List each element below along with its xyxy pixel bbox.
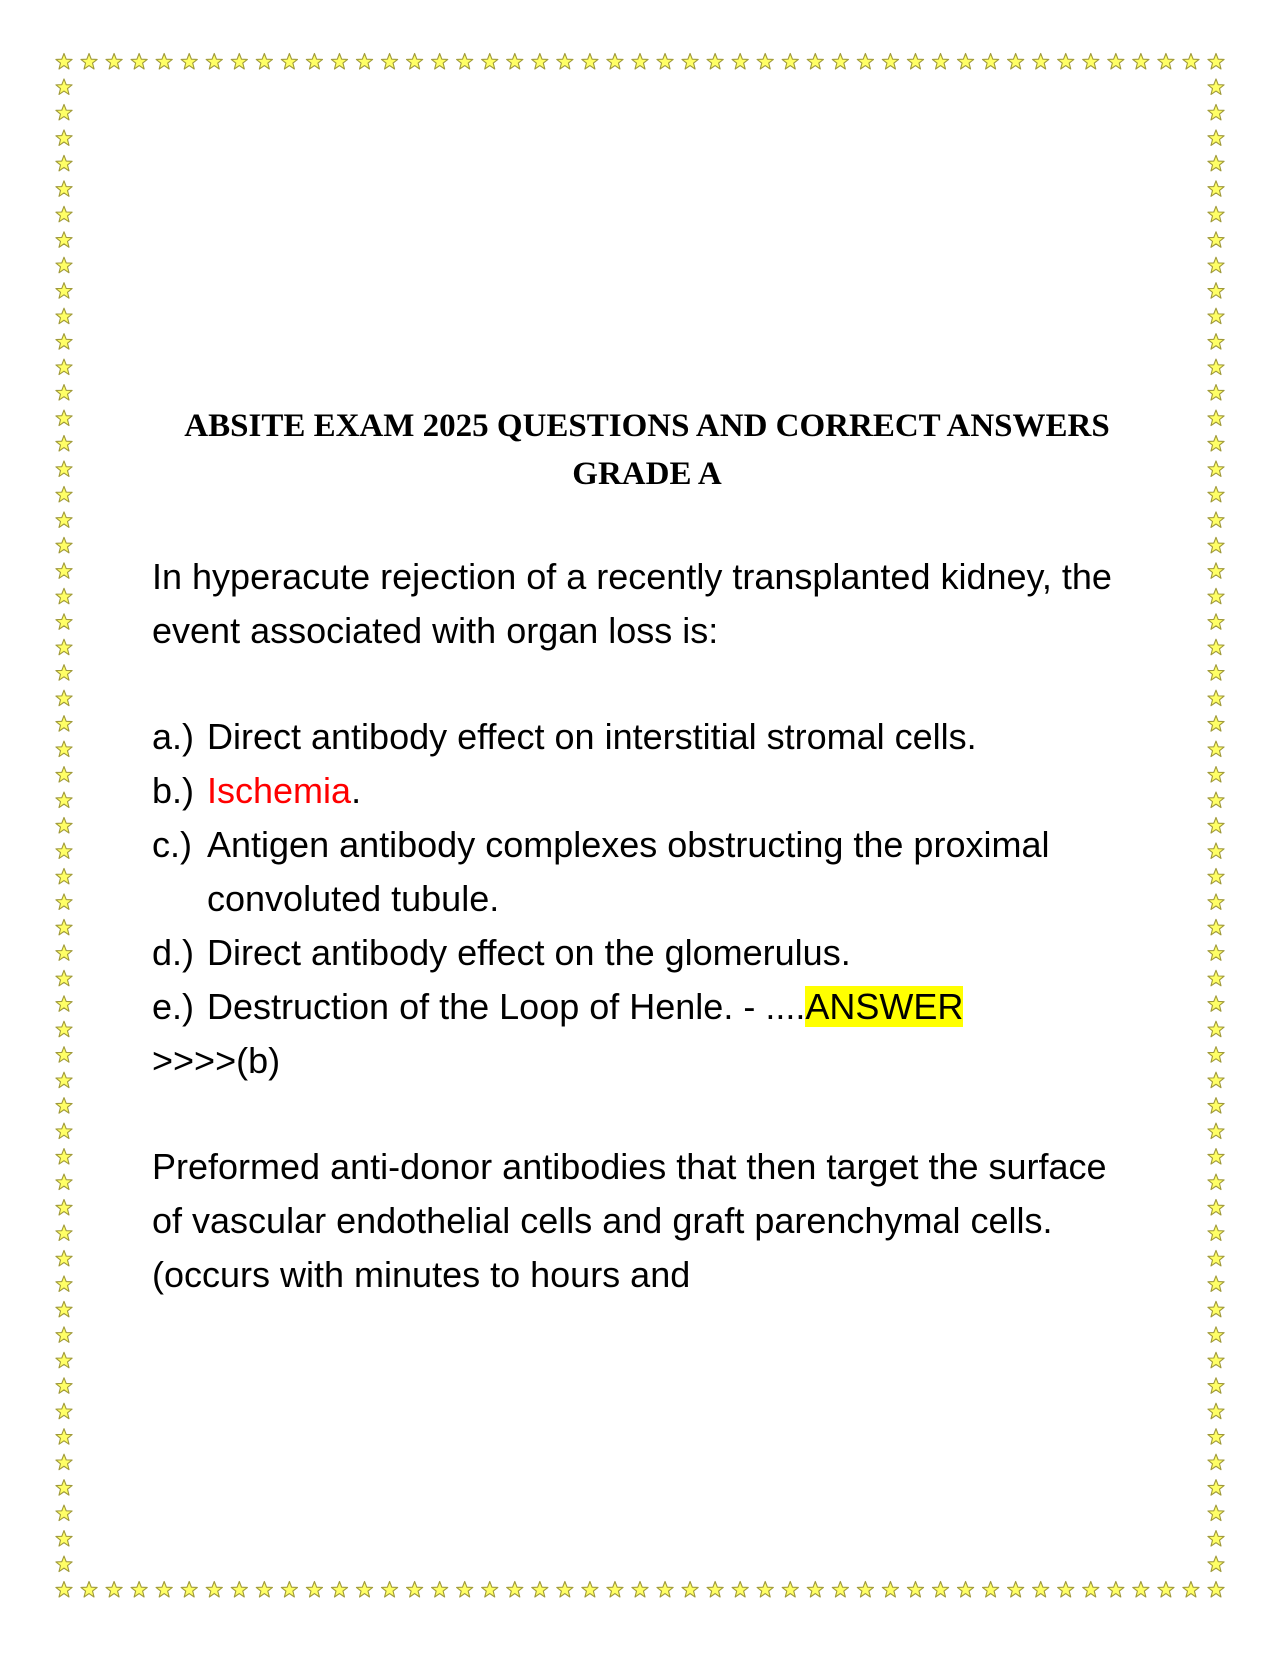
star-icon <box>1208 1123 1224 1139</box>
option-e-text: Destruction of the Loop of Henle. - .... <box>207 986 806 1027</box>
question-text: In hyperacute rejection of a recently transplanted kidney, the event associated with organ loss is: <box>152 556 1112 651</box>
star-icon <box>281 54 297 70</box>
star-icon <box>56 283 72 299</box>
star-icon <box>1208 79 1224 95</box>
star-icon <box>582 54 598 70</box>
option-text: Direct antibody effect on the glomerulus. <box>207 932 851 973</box>
star-icon <box>807 1582 823 1598</box>
star-icon <box>932 1582 948 1598</box>
star-icon <box>56 537 72 553</box>
star-icon <box>1208 155 1224 171</box>
star-icon <box>1208 894 1224 910</box>
star-icon <box>331 54 347 70</box>
star-icon <box>432 1582 448 1598</box>
star-icon <box>1208 1403 1224 1419</box>
star-icon <box>56 1149 72 1165</box>
star-icon <box>582 1582 598 1598</box>
star-icon <box>807 54 823 70</box>
star-icon <box>632 54 648 70</box>
star-icon <box>56 1556 72 1572</box>
star-icon <box>256 54 272 70</box>
option-text: Antigen antibody complexes obstructing the proximal convoluted tubule. <box>207 824 1050 919</box>
star-icon <box>1008 1582 1024 1598</box>
option-letter: c.) <box>152 824 192 865</box>
star-icon <box>56 1454 72 1470</box>
star-icon <box>56 308 72 324</box>
star-icon <box>557 54 573 70</box>
star-icon <box>1208 741 1224 757</box>
star-icon <box>156 54 172 70</box>
star-icon <box>81 1582 97 1598</box>
star-icon <box>682 54 698 70</box>
star-icon <box>532 1582 548 1598</box>
star-icon <box>1208 1505 1224 1521</box>
title-line-1: ABSITE EXAM 2025 QUESTIONS AND CORRECT ANSWERS <box>184 408 1110 444</box>
star-icon <box>106 54 122 70</box>
star-icon <box>56 1021 72 1037</box>
star-icon <box>131 1582 147 1598</box>
option-suffix: . <box>351 770 362 811</box>
star-icon <box>1208 639 1224 655</box>
star-icon <box>56 792 72 808</box>
star-icon <box>1208 1582 1224 1598</box>
star-icon <box>1208 359 1224 375</box>
star-icon <box>457 54 473 70</box>
star-icon <box>682 1582 698 1598</box>
star-icon <box>1208 868 1224 884</box>
star-icon <box>1208 1225 1224 1241</box>
star-icon <box>1208 1480 1224 1496</box>
star-icon <box>231 1582 247 1598</box>
star-icon <box>657 1582 673 1598</box>
option-letter: d.) <box>152 932 195 973</box>
star-icon <box>983 1582 999 1598</box>
star-icon <box>1208 1454 1224 1470</box>
star-icon <box>1208 614 1224 630</box>
star-icon <box>56 1429 72 1445</box>
star-icon <box>1033 1582 1049 1598</box>
answer-highlight: ANSWER <box>805 986 964 1027</box>
star-icon <box>932 54 948 70</box>
star-icon <box>56 1301 72 1317</box>
star-icon <box>1208 690 1224 706</box>
star-icon <box>1208 970 1224 986</box>
star-icon <box>56 818 72 834</box>
star-icon <box>56 1123 72 1139</box>
star-icon <box>1208 1556 1224 1572</box>
star-icon <box>1208 843 1224 859</box>
star-icon <box>857 54 873 70</box>
option-a <box>152 710 1142 764</box>
star-icon <box>482 54 498 70</box>
star-icon <box>56 461 72 477</box>
star-icon <box>1208 1429 1224 1445</box>
star-icon <box>81 54 97 70</box>
option-letter: a.) <box>152 716 195 757</box>
star-icon <box>1058 1582 1074 1598</box>
star-icon <box>1208 410 1224 426</box>
star-icon <box>1208 257 1224 273</box>
star-icon <box>1208 1149 1224 1165</box>
star-icon <box>56 1174 72 1190</box>
star-icon <box>206 54 222 70</box>
star-icon <box>1208 665 1224 681</box>
explanation-text: Preformed anti-donor antibodies that then target the surface of vascular endothelial cells and graft parenchymal cells. (occurs with minutes to hours and <box>152 1146 1107 1295</box>
star-icon <box>1133 1582 1149 1598</box>
star-icon <box>632 1582 648 1598</box>
star-icon <box>1208 767 1224 783</box>
document-page <box>152 402 1142 1302</box>
star-icon <box>1208 919 1224 935</box>
star-icon <box>757 54 773 70</box>
star-icon <box>607 1582 623 1598</box>
star-icon <box>56 512 72 528</box>
star-icon <box>832 1582 848 1598</box>
star-icon <box>707 1582 723 1598</box>
star-icon <box>907 54 923 70</box>
star-icon <box>1208 1276 1224 1292</box>
star-icon <box>882 1582 898 1598</box>
star-icon <box>56 1072 72 1088</box>
star-icon <box>306 54 322 70</box>
star-icon <box>507 1582 523 1598</box>
star-icon <box>757 1582 773 1598</box>
star-icon <box>231 54 247 70</box>
star-icon <box>56 843 72 859</box>
star-icon <box>1208 1098 1224 1114</box>
star-icon <box>957 1582 973 1598</box>
option-d <box>152 926 1142 980</box>
option-b <box>152 764 1142 818</box>
star-icon <box>882 54 898 70</box>
star-icon <box>56 1225 72 1241</box>
star-icon <box>1208 1301 1224 1317</box>
star-icon <box>356 1582 372 1598</box>
star-icon <box>732 1582 748 1598</box>
star-icon <box>557 1582 573 1598</box>
star-icon <box>782 1582 798 1598</box>
star-icon <box>56 716 72 732</box>
star-icon <box>1108 1582 1124 1598</box>
star-icon <box>1033 54 1049 70</box>
star-icon <box>56 1403 72 1419</box>
star-icon <box>983 54 999 70</box>
star-icon <box>56 1047 72 1063</box>
star-icon <box>1158 1582 1174 1598</box>
star-icon <box>1208 1021 1224 1037</box>
star-icon <box>1208 308 1224 324</box>
star-icon <box>1208 1200 1224 1216</box>
option-c <box>152 818 1142 926</box>
star-icon <box>1158 54 1174 70</box>
star-icon <box>407 54 423 70</box>
star-icon <box>1208 1531 1224 1547</box>
star-icon <box>56 1250 72 1266</box>
star-icon <box>131 54 147 70</box>
star-icon <box>1208 130 1224 146</box>
star-icon <box>56 436 72 452</box>
star-icon <box>1208 1047 1224 1063</box>
star-icon <box>56 155 72 171</box>
star-icon <box>206 1582 222 1598</box>
star-icon <box>56 232 72 248</box>
star-icon <box>56 181 72 197</box>
star-icon <box>56 54 72 70</box>
star-icon <box>1208 486 1224 502</box>
star-icon <box>782 54 798 70</box>
star-icon <box>1008 54 1024 70</box>
star-icon <box>306 1582 322 1598</box>
star-icon <box>281 1582 297 1598</box>
star-icon <box>56 359 72 375</box>
star-icon <box>381 1582 397 1598</box>
star-icon <box>56 1531 72 1547</box>
option-letter: b.) <box>152 770 195 811</box>
star-icon <box>1208 232 1224 248</box>
answer-options <box>152 710 1142 1034</box>
star-icon <box>1208 54 1224 70</box>
title-line-2: GRADE A <box>572 456 722 492</box>
star-icon <box>1208 181 1224 197</box>
star-icon <box>356 54 372 70</box>
star-icon <box>507 54 523 70</box>
star-icon <box>56 206 72 222</box>
star-icon <box>56 665 72 681</box>
star-icon <box>56 1200 72 1216</box>
star-icon <box>407 1582 423 1598</box>
star-icon <box>56 104 72 120</box>
star-icon <box>1058 54 1074 70</box>
star-icon <box>56 130 72 146</box>
star-icon <box>56 1480 72 1496</box>
star-icon <box>56 588 72 604</box>
star-icon <box>1083 54 1099 70</box>
star-icon <box>56 690 72 706</box>
star-icon <box>56 486 72 502</box>
star-icon <box>1208 206 1224 222</box>
star-icon <box>1208 512 1224 528</box>
star-icon <box>56 1505 72 1521</box>
option-text: Direct antibody effect on interstitial stromal cells. <box>207 716 977 757</box>
star-icon <box>381 54 397 70</box>
star-icon <box>331 1582 347 1598</box>
star-icon <box>1208 716 1224 732</box>
star-icon <box>56 1378 72 1394</box>
star-icon <box>1208 461 1224 477</box>
star-icon <box>56 945 72 961</box>
star-icon <box>56 741 72 757</box>
star-icon <box>532 54 548 70</box>
option-text <box>207 764 1142 818</box>
star-icon <box>907 1582 923 1598</box>
star-icon <box>56 334 72 350</box>
star-icon <box>1208 537 1224 553</box>
star-icon <box>56 996 72 1012</box>
star-icon <box>106 1582 122 1598</box>
star-icon <box>256 1582 272 1598</box>
star-icon <box>56 385 72 401</box>
star-icon <box>657 54 673 70</box>
star-icon <box>1208 588 1224 604</box>
star-icon <box>56 257 72 273</box>
star-icon <box>1208 1072 1224 1088</box>
star-icon <box>1133 54 1149 70</box>
star-icon <box>181 1582 197 1598</box>
star-icon <box>1208 945 1224 961</box>
star-icon <box>56 563 72 579</box>
star-icon <box>56 1352 72 1368</box>
star-icon <box>56 614 72 630</box>
star-icon <box>707 54 723 70</box>
star-icon <box>1208 334 1224 350</box>
star-icon <box>56 1276 72 1292</box>
star-icon <box>56 79 72 95</box>
star-icon <box>56 1327 72 1343</box>
star-icon <box>56 868 72 884</box>
star-icon <box>857 1582 873 1598</box>
star-icon <box>1183 54 1199 70</box>
star-icon <box>1208 1352 1224 1368</box>
star-icon <box>56 410 72 426</box>
star-icon <box>1208 1378 1224 1394</box>
star-icon <box>832 54 848 70</box>
star-icon <box>56 894 72 910</box>
star-icon <box>181 54 197 70</box>
star-icon <box>1183 1582 1199 1598</box>
document-title <box>152 402 1142 498</box>
star-icon <box>432 54 448 70</box>
option-letter: e.) <box>152 986 195 1027</box>
star-icon <box>1208 818 1224 834</box>
option-text <box>207 980 1142 1034</box>
option-e <box>152 980 1142 1034</box>
star-icon <box>482 1582 498 1598</box>
star-icon <box>957 54 973 70</box>
star-icon <box>1208 104 1224 120</box>
star-icon <box>1208 792 1224 808</box>
star-icon <box>607 54 623 70</box>
star-icon <box>56 1098 72 1114</box>
answer-key: >>>>(b) <box>152 1040 281 1081</box>
star-icon <box>1208 563 1224 579</box>
star-icon <box>56 919 72 935</box>
correct-answer-text: Ischemia <box>207 770 352 811</box>
star-icon <box>56 1582 72 1598</box>
star-icon <box>1208 1250 1224 1266</box>
star-icon <box>56 767 72 783</box>
star-icon <box>56 639 72 655</box>
star-icon <box>56 970 72 986</box>
star-icon <box>1208 436 1224 452</box>
star-icon <box>732 54 748 70</box>
star-icon <box>1208 283 1224 299</box>
star-icon <box>156 1582 172 1598</box>
star-icon <box>1108 54 1124 70</box>
star-icon <box>457 1582 473 1598</box>
star-icon <box>1083 1582 1099 1598</box>
star-icon <box>1208 996 1224 1012</box>
star-icon <box>1208 1174 1224 1190</box>
star-icon <box>1208 1327 1224 1343</box>
star-icon <box>1208 385 1224 401</box>
